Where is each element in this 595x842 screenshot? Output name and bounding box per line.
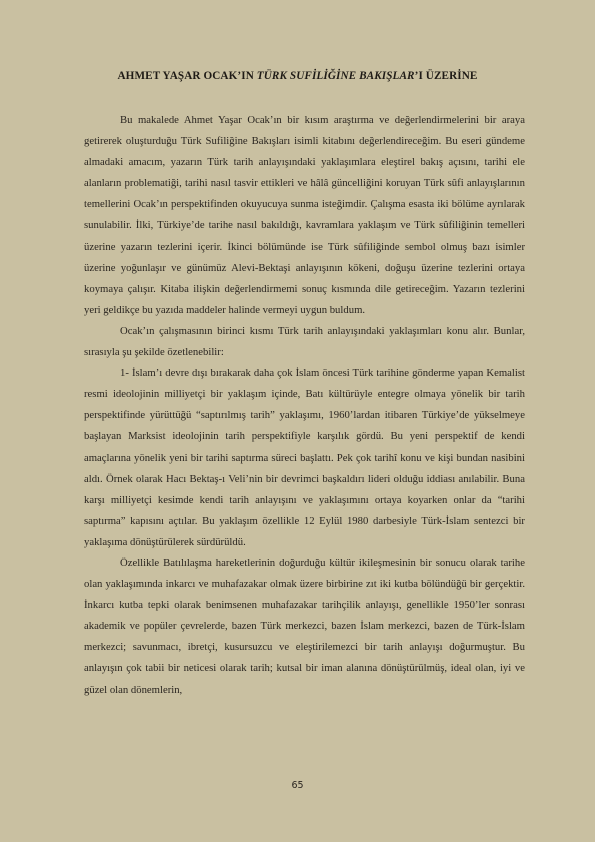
paragraph-intro: Bu makalede Ahmet Yaşar Ocak’ın bir kısım araştırma ve değerlendirmelerini bir araya getirerek oluşturduğu Türk Sufiliğine Bakışları isimli kitabını değerlendireceğim. Bu eseri gündeme almadaki amacım, yazarın Türk tarih anlayışındaki yaklaşımlara eleştirel bakış açısını, tarihi ele alanların problematiği, tarihi nasıl tasvir ettikleri ve hâlâ güncelliğini koruyan Türk sûfi anlayışlarının temellerini Ocak’ın perspektifinden okuyucuya sunma isteğimdir. Çalışma esasta iki bölüme ayrılarak sunulabilir. İlki, Türkiye’de tarihe nasıl bakıldığı, kavramlara yaklaşım ve Türk sûfiliğinin temelleri üzerine yazarın tezlerini içerir. İkinci bölümünde ise Türk sûfiliğinde sembol olmuş bazı isimler üzerine yoğunlaşır ve günümüz Alevi-Bektaşi anlayışının kökeni, doğuşu üzerine tezlerini ortaya koymaya çalışır. Kitaba ilişkin değerlendirmemi sonuç kısmında dile getireceğim. Yazarın tezlerini yeri geldikçe bu yazıda maddeler halinde vermeyi uygun buldum. xyxy=(84,114,525,316)
paragraph-summary-lead: Ocak’ın çalışmasının birinci kısmı Türk tarih anlayışındaki yaklaşımları konu alır. Bunlar, sırasıyla şu şekilde özetlenebilir: xyxy=(84,324,525,359)
paragraph-point-1: 1- İslam’ı devre dışı bırakarak daha çok İslam öncesi Türk tarihine gönderme yapan Kemalist resmi ideolojinin milliyetçi bir yaklaşım içinde, Batı kültürüyle entegre olmaya yönelik bir tarih perspektifinde yürüttüğü “saptırılmış tarih” yaklaşımı, 1960’lardan itibaren Türkiye’de yükselmeye başlayan Marksist ideolojinin tarih perspektifiyle karşılık gördü. Bu yeni perspektif de kendi amaçlarına yönelik yeni bir tarihi saptırma süreci başlattı. Pek çok tarihî konu ve kişi bundan nasibini aldı. Örnek olarak Hacı Bektaş-ı Veli’nin bir devrimci başkaldırı lideri olduğu iddiası anılabilir. Buna karşı milliyetçi kesimde kendi tarih anlayışını ve yaklaşımını ortaya koyarken onlar da “tarihi saptırma” kapısını açtılar. Bu yaklaşım özellikle 12 Eylül 1980 darbesiyle Türk-İslam sentezci bir yaklaşıma dönüştürülerek sürdürüldü. xyxy=(84,367,525,548)
title-suffix-part: ’I ÜZERİNE xyxy=(414,70,478,82)
document-body xyxy=(84,110,525,701)
title-book-italic: TÜRK SUFİLİĞİNE BAKIŞLAR xyxy=(256,70,415,82)
paragraph-westernization: Özellikle Batılılaşma hareketlerinin doğurduğu kültür ikileşmesinin bir sonucu olarak tarihe olan yaklaşımında inkarcı ve muhafazakar olmak üzere birbirine zıt iki kutba bölündüğü bir gerçektir. İnkarcı kutba tepki olarak benimsenen muhafazakar tarihçilik anlayışı, genellikle 1950’ler sonrası akademik ve popüler çevrelerde, bazen Türk merkezci, bazen İslam merkezci, bazen de Türk-İslam merkezci; savunmacı, ibretçi, kusursuzcu ve eleştirilemezci bir tarih anlayışı doğurmuştur. Bu anlayışın çok tabii bir neticesi olarak tarih; kutsal bir iman alanına dönüştürülmüş, ideal olan, iyi ve güzel olan dönemlerin, xyxy=(84,556,525,696)
page-number: 65 xyxy=(291,780,304,791)
title-author-part: AHMET YAŞAR OCAK’IN xyxy=(117,70,257,82)
document-title xyxy=(0,70,595,82)
